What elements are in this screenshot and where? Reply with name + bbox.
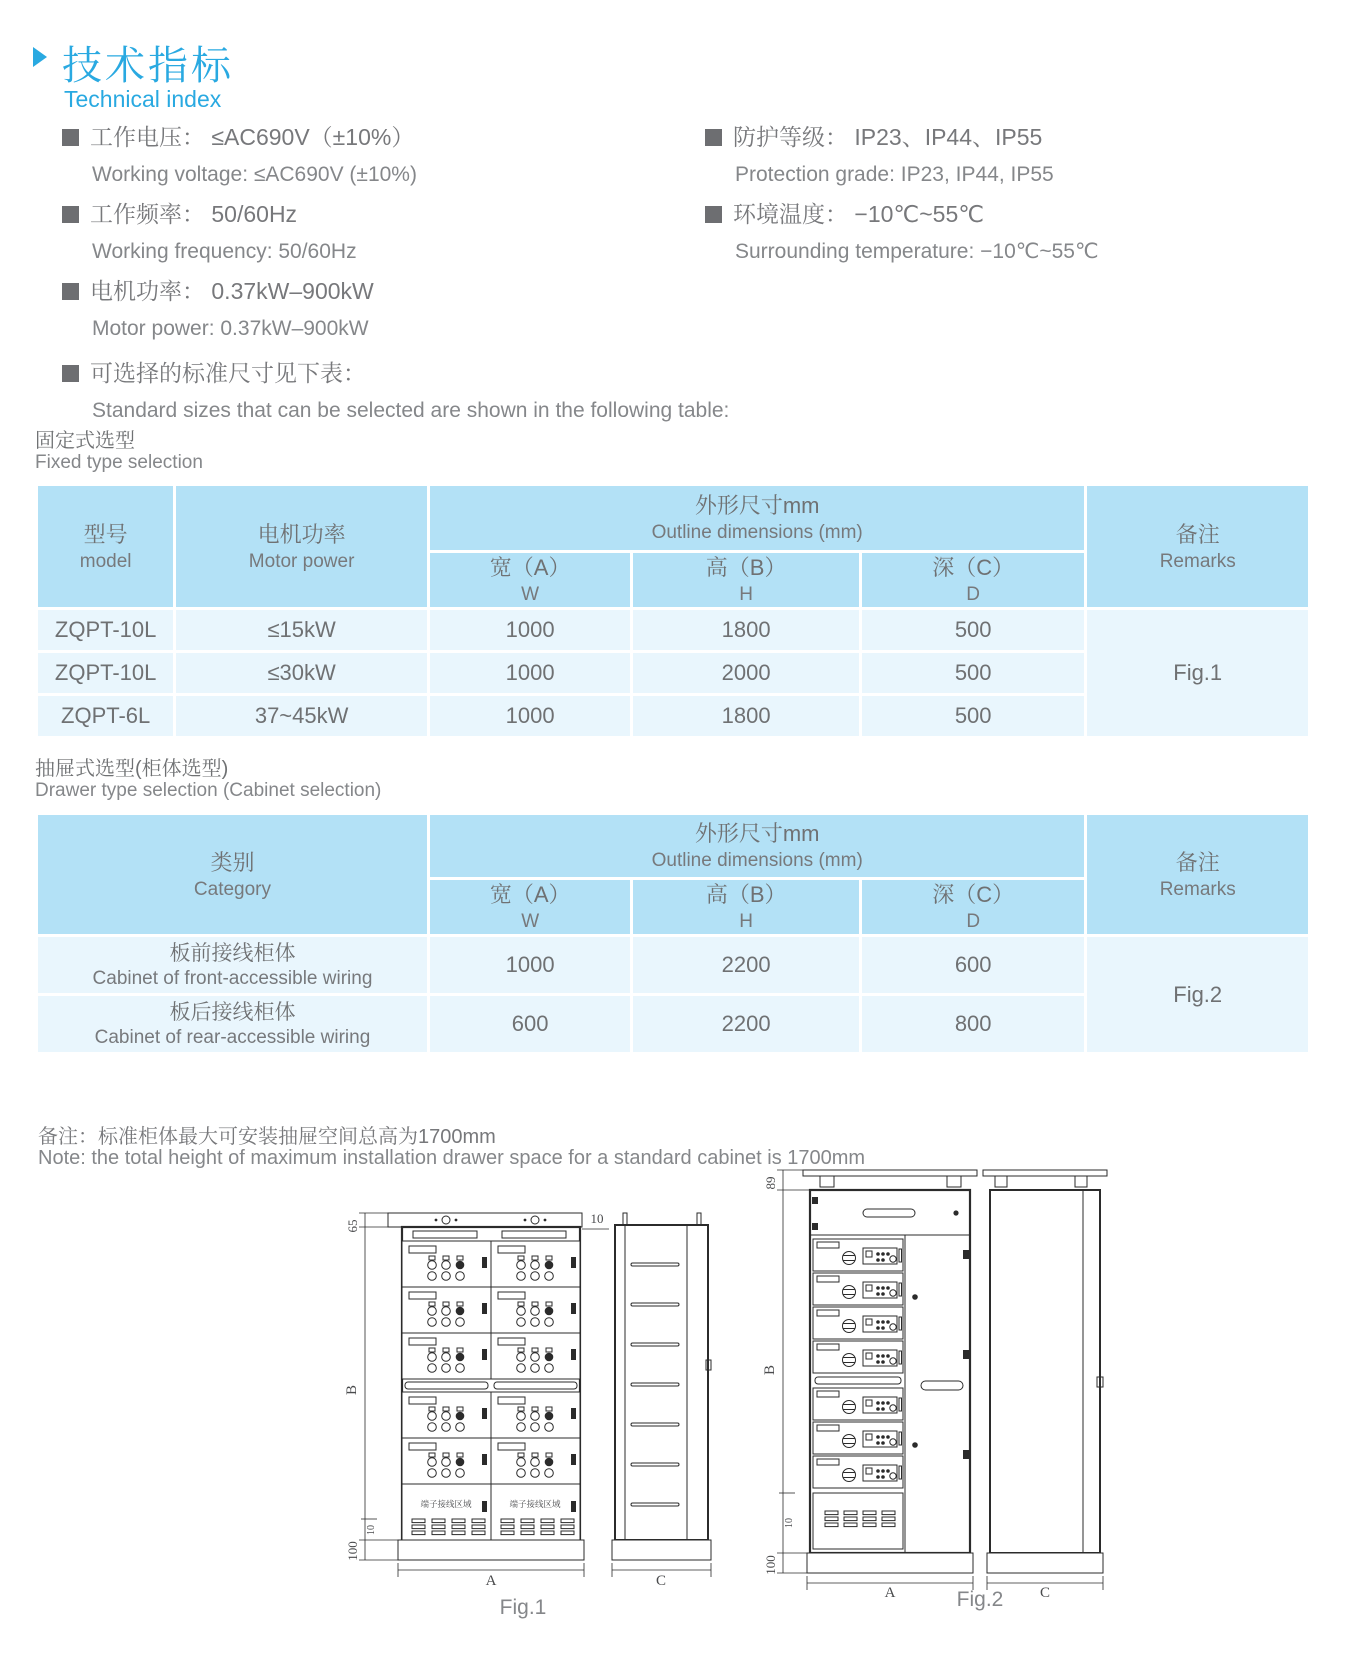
fig2-dim-100: 100: [763, 1555, 778, 1575]
category-en: Cabinet of rear-accessible wiring: [94, 1026, 371, 1048]
fig1-side-view: [612, 1213, 711, 1560]
fig2-dim-B: B: [762, 1364, 778, 1376]
t2-header-height: [633, 880, 859, 934]
header-en: H: [739, 584, 753, 605]
fig1-dim-100: 100: [345, 1541, 360, 1561]
header-en: D: [966, 911, 981, 932]
table-header-row: [38, 486, 1308, 550]
fig2-dim-89: 89: [763, 1176, 778, 1190]
spec-item-cn: [705, 199, 1099, 238]
header-en: model: [79, 550, 132, 572]
header-en: D: [966, 584, 981, 605]
header-cn: 备注: [1175, 521, 1220, 547]
fig1-dim-A: A: [485, 1573, 497, 1589]
t2-header-remarks: [1087, 815, 1308, 934]
spec-item-en: Motor power: 0.37kW–900kW: [92, 317, 369, 340]
cell-depth: 800: [862, 996, 1085, 1052]
category-en: Cabinet of front-accessible wiring: [92, 967, 373, 989]
category-cn: 板前接线柜体: [169, 941, 296, 965]
spec-item-cn: [62, 358, 729, 397]
header-cn: 高（B）: [705, 555, 787, 580]
header-cn: 宽（A）: [489, 555, 571, 580]
fig1-dim-10-small: 10: [366, 1525, 377, 1535]
cell-remark: Fig.2: [1087, 937, 1308, 1052]
fig2-caption: Fig.2: [956, 1588, 1004, 1611]
bullet-square-icon: [62, 365, 79, 382]
spec-list-right: [705, 122, 1099, 276]
fig1-dim-C: C: [655, 1573, 667, 1589]
cell-height: 2200: [633, 996, 859, 1052]
t1-header-width: [430, 553, 630, 607]
cell-power: ≤30kW: [176, 653, 427, 693]
cell-height: 2200: [633, 937, 859, 993]
spec-item-cn: [705, 122, 1099, 161]
page-title: 技术指标: [62, 44, 234, 88]
spec-item-cn: [62, 199, 417, 238]
fixed-type-table: [35, 483, 1311, 739]
t1-header-dimensions: [430, 486, 1085, 550]
t1-header-model: [38, 486, 173, 607]
fig2-dim-A: A: [884, 1585, 896, 1600]
spec-item-en: Working voltage: ≤AC690V (±10%): [92, 163, 417, 186]
cell-model: ZQPT-6L: [38, 696, 173, 736]
bullet-square-icon: [705, 129, 722, 146]
cell-depth: 500: [862, 696, 1085, 736]
header-cn: 外形尺寸mm: [694, 493, 820, 518]
header-en: W: [521, 911, 540, 932]
header-cn: 类别: [210, 849, 255, 875]
header-en: H: [739, 911, 754, 932]
spec-text: 环境温度： −10℃~55℃: [733, 201, 985, 227]
spec-item-cn: [62, 276, 417, 315]
cell-depth: 500: [862, 610, 1085, 650]
header-en: W: [521, 584, 540, 605]
t1-header-height: [633, 553, 859, 607]
bullet-square-icon: [62, 129, 79, 146]
fig1-dim-65: 65: [345, 1219, 360, 1233]
t1-header-power: [176, 486, 427, 607]
t2-header-width: [430, 880, 630, 934]
spec-item-en: Standard sizes that can be selected are shown in the following table:: [92, 399, 730, 422]
cell-height: 1800: [633, 610, 859, 650]
table-intro: [62, 358, 729, 435]
fig1-caption: Fig.1: [499, 1596, 547, 1619]
bullet-square-icon: [62, 283, 79, 300]
header-en: Outline dimensions (mm): [651, 850, 863, 871]
cell-power: 37~45kW: [176, 696, 427, 736]
cell-depth: 500: [862, 653, 1085, 693]
section-arrow-icon: [33, 47, 47, 67]
drawer-type-table: [35, 812, 1311, 1055]
cell-width: 1000: [430, 937, 630, 993]
cell-height: 2000: [633, 653, 859, 693]
fig2-dim-10-small: 10: [784, 1518, 795, 1528]
note-en: Note: the total height of maximum installation drawer space for a standard cabinet is 1700mm: [38, 1147, 866, 1169]
header-cn: 高（B）: [705, 882, 787, 907]
cell-remark: Fig.1: [1087, 610, 1308, 736]
category-cn: 板后接线柜体: [169, 1000, 296, 1024]
cell-category: [38, 937, 427, 993]
fig1-front-view: [388, 1213, 584, 1560]
fig1-drawing: [335, 1185, 720, 1600]
table1-label-cn: 固定式选型: [35, 430, 135, 452]
cell-category: [38, 996, 427, 1052]
header-cn: 宽（A）: [489, 882, 571, 907]
header-en: Remarks: [1159, 878, 1236, 900]
fig2-front-view: [803, 1170, 977, 1573]
spec-item-en: Working frequency: 50/60Hz: [92, 240, 357, 263]
fig1-terminal-text: 端子接线区域: [420, 1499, 472, 1509]
header-cn: 深（C）: [932, 882, 1015, 907]
header-cn: 深（C）: [932, 555, 1015, 580]
fig2-side-view: [983, 1170, 1107, 1573]
header-en: Category: [193, 878, 272, 900]
fig2-dim-C: C: [1039, 1585, 1051, 1600]
spec-text: 电机功率： 0.37kW–900kW: [90, 278, 374, 304]
header-cn: 外形尺寸mm: [694, 821, 820, 846]
header-en: Motor power: [248, 550, 355, 572]
spec-text: 工作电压： ≤AC690V（±10%）: [90, 124, 415, 150]
cell-width: 600: [430, 996, 630, 1052]
note-cn: 备注：标准柜体最大可安装抽屉空间总高为1700mm: [38, 1126, 496, 1148]
t1-header-depth: [862, 553, 1085, 607]
t2-header-depth: [862, 880, 1085, 934]
table-header-row: [38, 815, 1308, 877]
spec-item-en: Surrounding temperature: −10℃~55℃: [735, 240, 1099, 263]
spec-item-en: Protection grade: IP23, IP44, IP55: [735, 163, 1054, 186]
cell-model: ZQPT-10L: [38, 653, 173, 693]
cell-height: 1800: [633, 696, 859, 736]
spec-item-cn: [62, 122, 417, 161]
header-cn: 型号: [83, 521, 128, 547]
spec-text: 防护等级： IP23、IP44、IP55: [733, 124, 1043, 150]
spec-text: 可选择的标准尺寸见下表：: [90, 360, 366, 386]
cell-power: ≤15kW: [176, 610, 427, 650]
bullet-square-icon: [62, 206, 79, 223]
t2-header-dimensions: [430, 815, 1085, 877]
cell-width: 1000: [430, 610, 630, 650]
fig1-dim-10-top: 10: [590, 1211, 604, 1226]
page-subtitle: Technical index: [64, 86, 222, 112]
bullet-square-icon: [705, 206, 722, 223]
cell-depth: 600: [862, 937, 1085, 993]
cell-width: 1000: [430, 696, 630, 736]
header-en: Outline dimensions (mm): [651, 522, 863, 543]
fig2-drawing: [725, 1145, 1120, 1600]
header-cn: 备注: [1175, 849, 1220, 875]
header-cn: 电机功率: [257, 521, 346, 547]
spec-list-left: [62, 122, 417, 353]
table1-label-en: Fixed type selection: [35, 452, 203, 473]
spec-text: 工作频率： 50/60Hz: [90, 201, 298, 227]
fig1-terminal-text: 端子接线区域: [509, 1499, 561, 1509]
header-en: Remarks: [1159, 550, 1236, 572]
table-row: [38, 937, 1308, 993]
table2-label-cn: 抽屉式选型(柜体选型): [35, 758, 229, 780]
t2-header-category: [38, 815, 427, 934]
table-row: [38, 610, 1308, 650]
t1-header-remarks: [1087, 486, 1308, 607]
table2-label-en: Drawer type selection (Cabinet selection): [35, 780, 382, 801]
cell-model: ZQPT-10L: [38, 610, 173, 650]
cell-width: 1000: [430, 653, 630, 693]
fig1-dim-B: B: [344, 1384, 360, 1396]
